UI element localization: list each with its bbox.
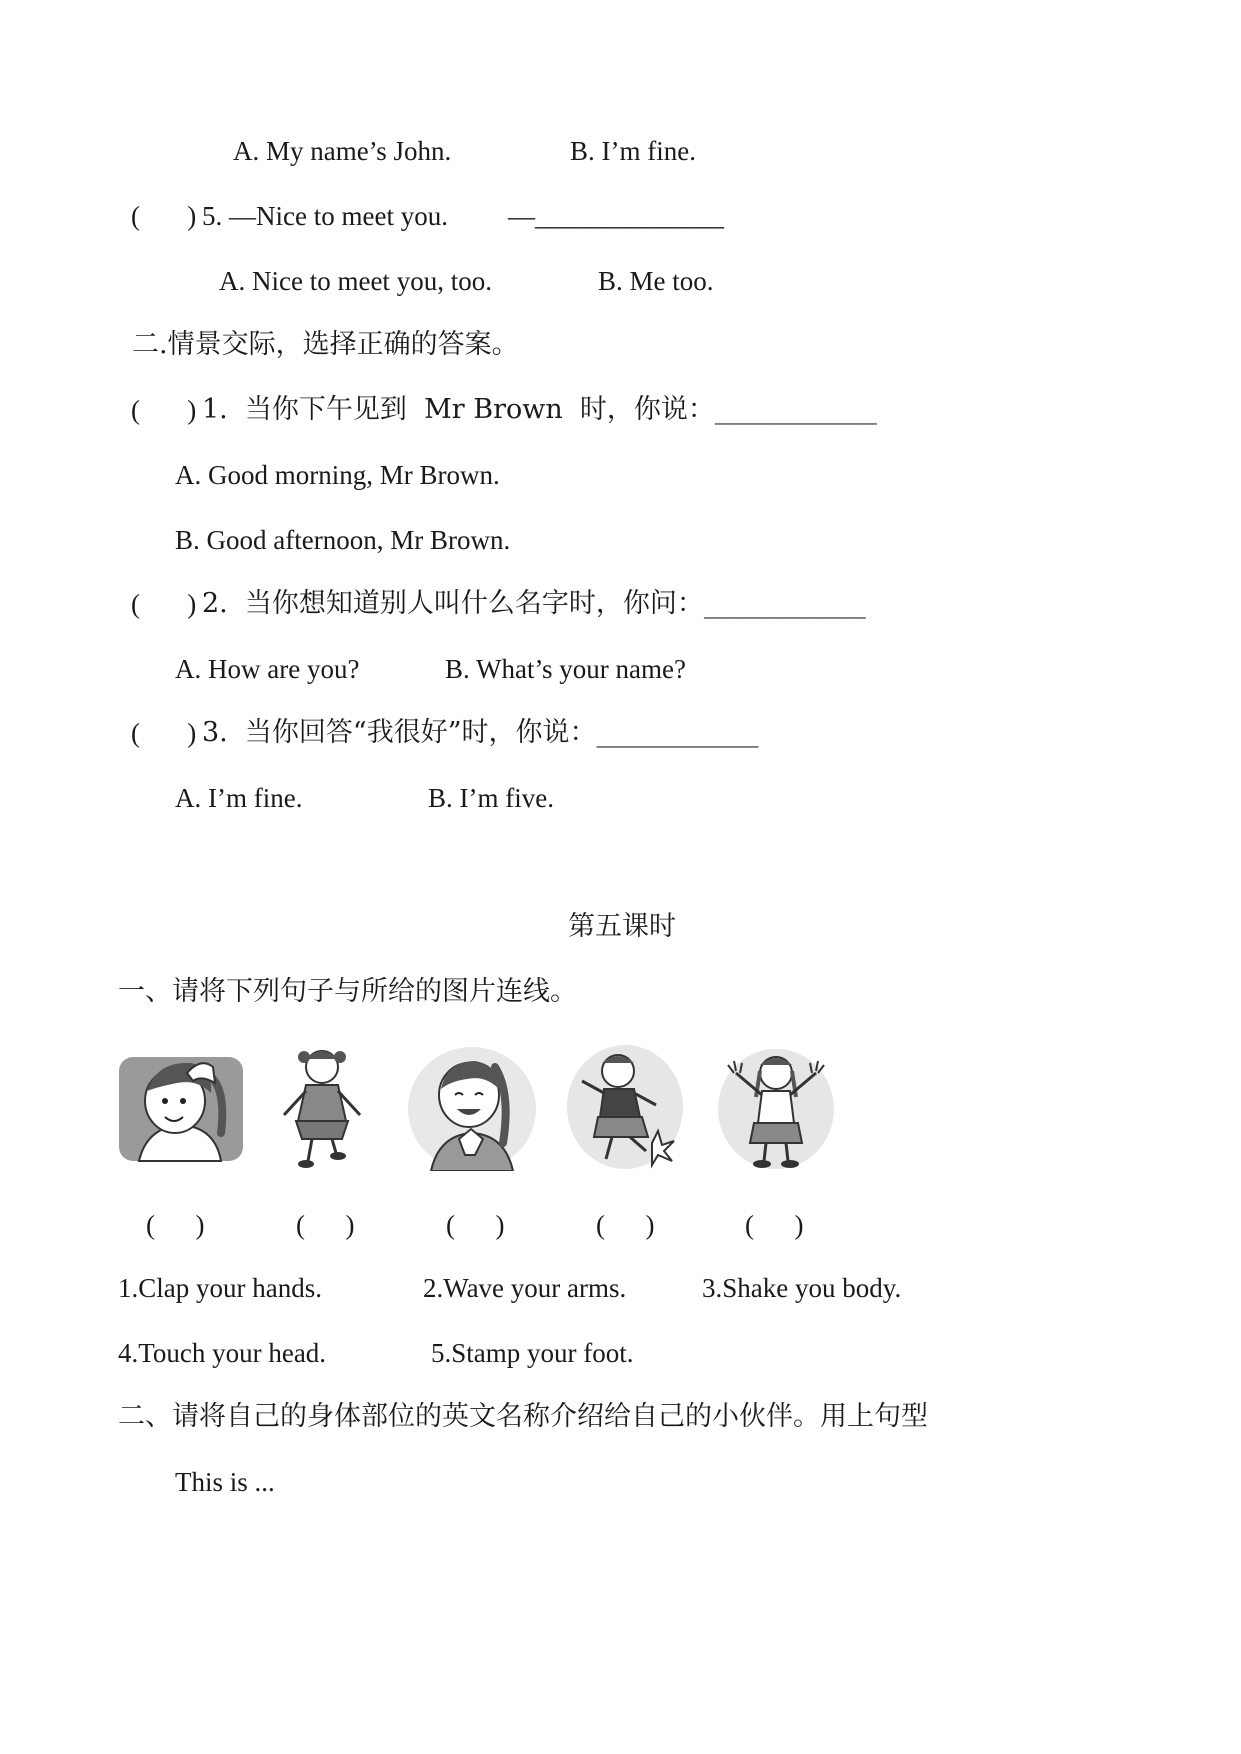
s2-q2-option-b: B. What’s your name? [445, 654, 686, 684]
s2-q1-question: 1. 当你下午见到 Mr Brown 时，你说：____________ [202, 394, 877, 425]
q5-answer-paren[interactable]: ( ) [131, 201, 197, 231]
picture-stamp-foot [262, 1043, 382, 1171]
s2-q2-question: 2. 当你想知道别人叫什么名字时，你问：____________ [202, 588, 866, 619]
girl-clapping-hands-icon [405, 1043, 540, 1171]
q5-option-b: B. Me too. [598, 266, 714, 296]
q4-option-a: A. My name’s John. [233, 136, 452, 166]
lesson-title: 第五课时 [568, 911, 676, 942]
picture-shake-body [560, 1043, 690, 1171]
s2-q2-option-a: A. How are you? [175, 654, 360, 684]
s2-q1-option-a: A. Good morning, Mr Brown. [175, 460, 500, 490]
section2-heading: 二.情景交际，选择正确的答案。 [132, 329, 519, 360]
task1-heading: 一、请将下列句子与所给的图片连线。 [118, 976, 577, 1007]
girl-stamping-foot-icon [262, 1043, 382, 1171]
sentence-5: 5.Stamp your foot. [431, 1338, 634, 1368]
girl-shaking-body-icon [560, 1043, 690, 1171]
s2-q1-answer-paren[interactable]: ( ) [131, 395, 197, 425]
picture-5-answer-paren[interactable]: ( ) [745, 1210, 804, 1240]
sentence-3: 3.Shake you body. [702, 1273, 902, 1303]
picture-2-answer-paren[interactable]: ( ) [296, 1210, 355, 1240]
q5-option-a: A. Nice to meet you, too. [219, 266, 492, 296]
picture-4-answer-paren[interactable]: ( ) [596, 1210, 655, 1240]
q4-option-b: B. I’m fine. [570, 136, 696, 166]
sentence-1: 1.Clap your hands. [118, 1273, 322, 1303]
q5-question: 5. —Nice to meet you. [202, 201, 448, 231]
s2-q1-option-b: B. Good afternoon, Mr Brown. [175, 525, 511, 555]
s2-q2-answer-paren[interactable]: ( ) [131, 589, 197, 619]
s2-q3-option-b: B. I’m five. [428, 783, 554, 813]
sentence-2: 2.Wave your arms. [423, 1273, 627, 1303]
picture-wave-arms [712, 1043, 840, 1171]
task2-pattern: This is ... [175, 1467, 275, 1497]
picture-3-answer-paren[interactable]: ( ) [446, 1210, 505, 1240]
sentence-4: 4.Touch your head. [118, 1338, 327, 1368]
task2-heading: 二、请将自己的身体部位的英文名称介绍给自己的小伙伴。用上句型 [118, 1401, 928, 1432]
girl-waving-arms-icon [712, 1043, 840, 1171]
s2-q3-answer-paren[interactable]: ( ) [131, 718, 197, 748]
s2-q3-question: 3. 当你回答“我很好”时，你说：____________ [202, 717, 759, 748]
picture-1-answer-paren[interactable]: ( ) [146, 1210, 205, 1240]
q5-answer-line[interactable]: —______________ [508, 201, 724, 231]
picture-touch-head [117, 1043, 245, 1171]
girl-touching-head-icon [117, 1043, 245, 1171]
s2-q3-option-a: A. I’m fine. [175, 783, 303, 813]
picture-clap-hands [405, 1043, 540, 1171]
